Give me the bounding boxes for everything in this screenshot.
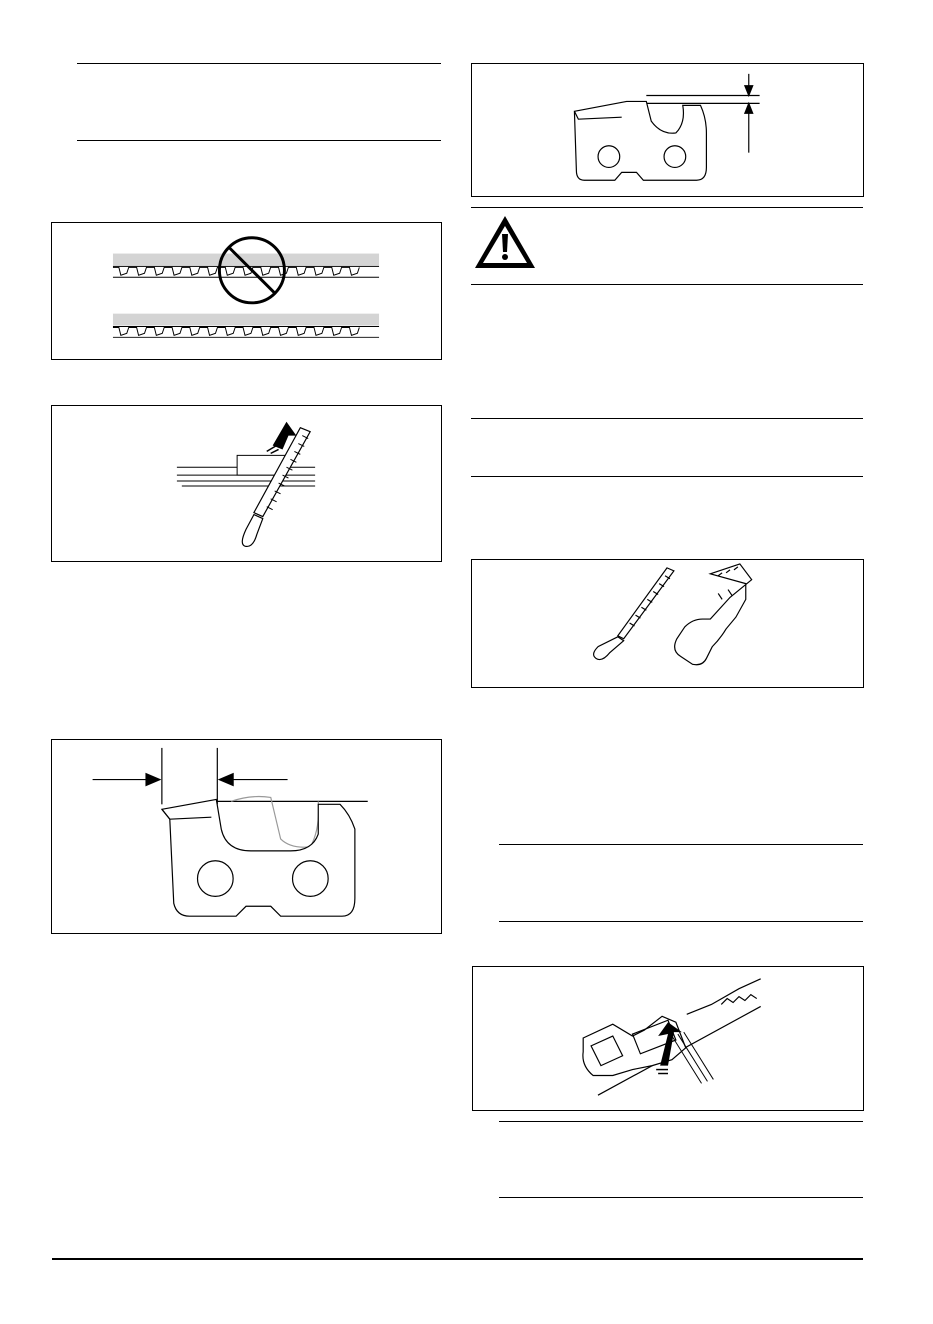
note-rule-3 [499,844,863,845]
file-and-gauge-tool-illustration [472,560,863,687]
figure-file-and-gauge-tool [471,559,864,688]
note-rule-5 [499,1121,863,1122]
cutter-top-plate-illustration [52,740,441,933]
figure-file-on-chain [51,405,442,562]
section-rule-1 [471,418,863,419]
depth-gauge-illustration [472,64,863,196]
chain-comparison-illustration [52,223,441,359]
figure-chain-comparison [51,222,442,360]
warning-triangle-icon [471,212,539,272]
gauge-on-chain-illustration [473,967,863,1110]
footer-rule [52,1258,863,1260]
note-rule-bottom [77,140,441,141]
figure-gauge-on-chain [472,966,864,1111]
file-on-chain-illustration [52,406,441,561]
note-rule-6 [499,1197,863,1198]
figure-depth-gauge [471,63,864,197]
figure-cutter-top-plate [51,739,442,934]
chain-bottom [113,326,379,337]
section-rule-2 [471,476,863,477]
chain-top [113,266,379,277]
note-rule-4 [499,921,863,922]
note-rule-top [77,63,441,64]
warning-rule-bottom [471,284,863,285]
warning-rule-top [471,207,863,208]
